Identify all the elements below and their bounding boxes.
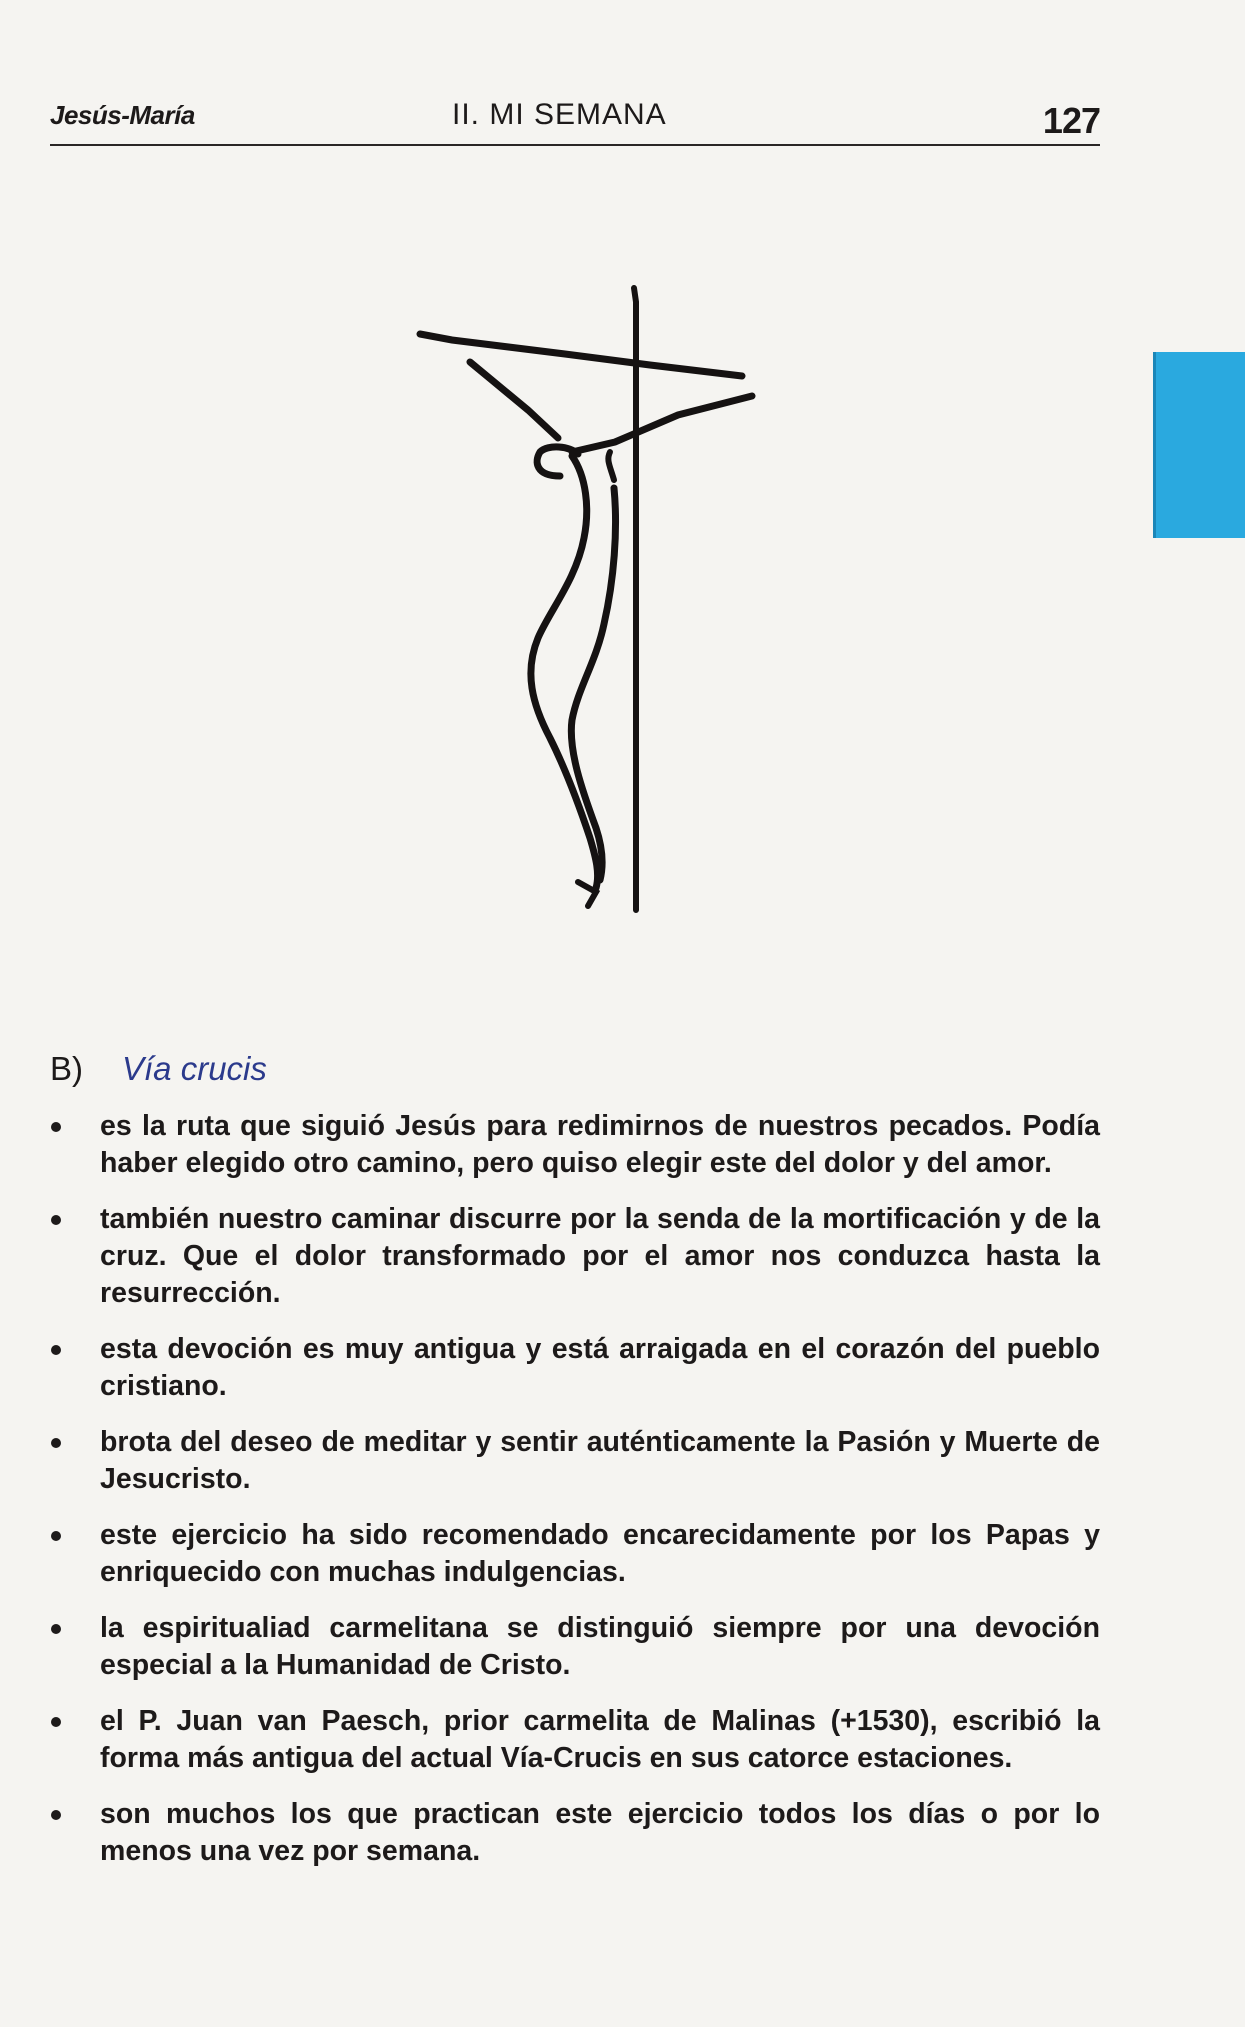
list-item-text: la espiritualiad carmelitana se distinguió siempre por una devoción especial a la Humanidad de Cristo.: [100, 1612, 1100, 1681]
list-item-text: el P. Juan van Paesch, prior carmelita de Malinas (+1530), escribió la forma más antigua del actual Vía-Crucis en sus catorce estaciones.: [100, 1705, 1100, 1774]
page-number: 127: [1042, 100, 1100, 141]
list-item: [50, 1201, 1100, 1312]
running-header: [50, 96, 1100, 144]
thumb-index-tab: [1153, 352, 1245, 538]
list-item: [50, 1610, 1100, 1684]
crucifix-icon: [400, 280, 800, 920]
bullet-icon: [51, 1624, 61, 1634]
list-item-text: también nuestro caminar discurre por la senda de la mortificación y de la cruz. Que el dolor transformado por el amor nos conduzca hasta la resurrección.: [100, 1203, 1100, 1309]
header-author: Jesús-María: [50, 100, 195, 130]
list-item-text: son muchos los que practican este ejercicio todos los días o por lo menos una vez por semana.: [100, 1798, 1100, 1867]
header-chapter: II. MI SEMANA: [452, 98, 667, 131]
list-item-text: es la ruta que siguió Jesús para redimirnos de nuestros pecados. Podía haber elegido otro camino, pero quiso elegir este del dolor y del amor.: [100, 1110, 1100, 1179]
list-item: [50, 1703, 1100, 1777]
list-item: [50, 1424, 1100, 1498]
section-title: Vía crucis: [122, 1050, 267, 1087]
bullet-icon: [51, 1438, 61, 1448]
cross-upright: [634, 288, 636, 910]
bullet-icon: [51, 1122, 61, 1132]
list-item: [50, 1331, 1100, 1405]
figure-right-arm: [572, 396, 752, 452]
section-letter: B): [50, 1050, 83, 1087]
bullet-icon: [51, 1345, 61, 1355]
figure-left-arm: [470, 362, 558, 438]
list-item: [50, 1796, 1100, 1870]
figure-hip: [608, 452, 614, 480]
list-item: [50, 1108, 1100, 1182]
section-heading: [50, 1050, 267, 1088]
list-item: [50, 1517, 1100, 1591]
list-item-text: esta devoción es muy antigua y está arraigada en el corazón del pueblo cristiano.: [100, 1333, 1100, 1402]
figure-leg-front: [571, 488, 615, 880]
bullet-list: [50, 1108, 1100, 1889]
list-item-text: este ejercicio ha sido recomendado encarecidamente por los Papas y enriquecido con muchas indulgencias.: [100, 1519, 1100, 1588]
cross-crossbeam: [420, 334, 742, 376]
list-item-text: brota del deseo de meditar y sentir auténticamente la Pasión y Muerte de Jesucristo.: [100, 1426, 1100, 1495]
bullet-icon: [51, 1215, 61, 1225]
header-rule: [50, 144, 1100, 146]
bullet-icon: [51, 1717, 61, 1727]
bullet-icon: [51, 1810, 61, 1820]
bullet-icon: [51, 1531, 61, 1541]
